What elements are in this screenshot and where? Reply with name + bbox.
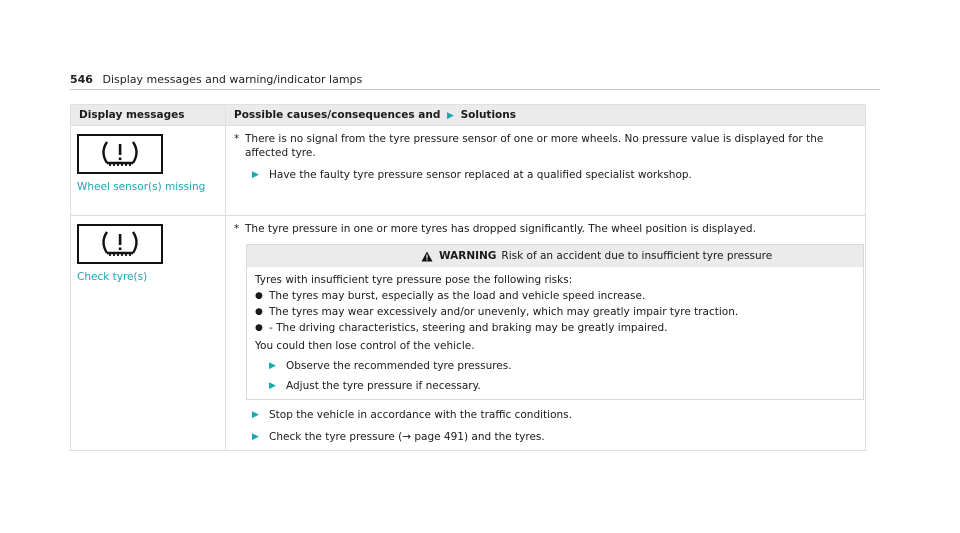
list-item: ● - The driving characteristics, steering and braking may be greatly impaired. [255, 322, 668, 334]
message-wheel-sensor-missing: Wheel sensor(s) missing [77, 181, 206, 193]
warning-title-text: Risk of an accident due to insufficient tyre pressure [501, 250, 773, 262]
warning-step: ▶ Adjust the tyre pressure if necessary. [269, 380, 481, 392]
col-header-causes: Possible causes/consequences and [234, 109, 441, 121]
col-header-solutions: Solutions [460, 109, 516, 121]
col-header-causes-solutions [226, 105, 866, 126]
solution-step: ▶ Have the faulty tyre pressure sensor replaced at a qualified specialist workshop. [252, 169, 692, 181]
step-arrow-icon: ▶ [269, 361, 276, 371]
table-row [71, 126, 866, 216]
message-check-tyres: Check tyre(s) [77, 271, 148, 283]
tyre-pressure-warning-icon [77, 224, 163, 264]
page-number: 546 [70, 73, 93, 86]
cause-marker: * [234, 133, 240, 145]
header-divider [70, 89, 880, 90]
warning-step: ▶ Observe the recommended tyre pressures. [269, 360, 512, 372]
page-reference-link[interactable]: Check the tyre pressure (→ page 491) and the tyres. [269, 431, 545, 443]
page-header [70, 73, 880, 86]
list-item: ● The tyres may burst, especially as the load and vehicle speed increase. [255, 290, 646, 302]
col-header-display-messages: Display messages [71, 105, 226, 126]
table-header-row [71, 105, 866, 126]
bullet-icon: ● [255, 323, 263, 333]
step-arrow-icon: ▶ [252, 410, 259, 420]
page-section-title: Display messages and warning/indicator lamps [102, 73, 363, 86]
bullet-icon: ● [255, 307, 263, 317]
step-arrow-icon: ▶ [252, 170, 259, 180]
bullet-icon: ● [255, 291, 263, 301]
warning-box [246, 244, 864, 400]
cause-text: The tyre pressure in one or more tyres has dropped significantly. The wheel position is displayed. [245, 223, 756, 235]
solution-step: ▶ Stop the vehicle in accordance with the traffic conditions. [252, 409, 572, 421]
tyre-pressure-warning-icon [77, 134, 163, 174]
solutions-arrow-icon: ▶ [447, 111, 454, 121]
warning-title: WARNING [439, 250, 497, 262]
table-row [71, 216, 866, 451]
list-item: ● The tyres may wear excessively and/or unevenly, which may greatly impair tyre traction. [255, 306, 739, 318]
display-messages-table [70, 104, 866, 451]
step-arrow-icon: ▶ [252, 432, 259, 442]
step-arrow-icon: ▶ [269, 381, 276, 391]
cause-text: There is no signal from the tyre pressure sensor of one or more wheels. No pressure value is displayed for the affected tyre. [245, 133, 824, 159]
warning-outro: You could then lose control of the vehicle. [255, 340, 475, 352]
warning-intro: Tyres with insufficient tyre pressure pose the following risks: [255, 274, 573, 286]
solution-step [252, 430, 855, 444]
cause-marker: * [234, 223, 240, 235]
warning-triangle-icon [421, 251, 433, 262]
warning-header [247, 245, 863, 267]
